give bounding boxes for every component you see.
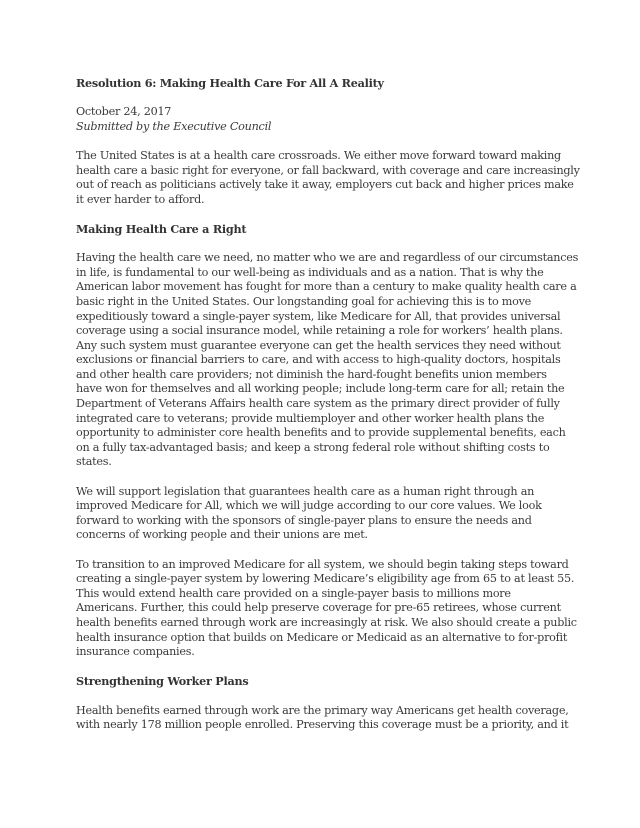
- text-line: states.: [76, 455, 112, 469]
- text-line: with nearly 178 million people enrolled. Preserving this coverage must be a priority, and it: [76, 718, 569, 732]
- text-line: Department of Veterans Affairs health care system as the primary direct provider of fully: [76, 397, 560, 411]
- text-line: The United States is at a health care crossroads. We either move forward toward making: [76, 148, 561, 162]
- document-date: October 24, 2017: [76, 105, 172, 119]
- text-line: health insurance option that builds on Medicare or Medicaid as an alternative to for-profit: [76, 630, 568, 644]
- paragraph: [76, 251, 579, 470]
- paragraph: [76, 558, 576, 660]
- text-line: and other health care providers; not diminish the hard-fought benefits union members: [76, 367, 547, 381]
- text-line: We will support legislation that guarantees health care as a human right through an: [76, 484, 535, 498]
- text-line: out of reach as politicians actively take it away, employers cut back and higher prices make: [76, 178, 574, 192]
- paragraph: [76, 704, 576, 733]
- text-line: in life, is fundamental to our well-being as individuals and as a nation. That is why the: [76, 265, 544, 279]
- text-line: coverage using a social insurance model, while retaining a role for workers’ health plans.: [76, 324, 563, 338]
- document-title: Resolution 6: Making Health Care For All A Reality: [76, 76, 384, 90]
- section-heading: Making Health Care a Right: [76, 221, 247, 236]
- text-line: health care a basic right for everyone, or fall backward, with coverage and care increasingly: [76, 163, 580, 177]
- text-line: This would extend health care provided on a single-payer basis to millions more: [76, 586, 511, 600]
- text-line: To transition to an improved Medicare for all system, we should begin taking steps toward: [76, 557, 569, 571]
- text-line: basic right in the United States. Our longstanding goal for achieving this is to move: [76, 294, 532, 308]
- text-line: improved Medicare for All, which we will judge according to our core values. We look: [76, 499, 542, 513]
- document-page: [76, 76, 580, 733]
- section-heading: Strengthening Worker Plans: [76, 674, 249, 689]
- text-line: Health benefits earned through work are the primary way Americans get health coverage,: [76, 703, 569, 717]
- text-line: forward to working with the sponsors of single-payer plans to ensure the needs and: [76, 513, 532, 527]
- submitted-by: Submitted by the Executive Council: [76, 119, 272, 133]
- text-line: creating a single-payer system by lowering Medicare’s eligibility age from 65 to at least 55.: [76, 572, 575, 586]
- intro-paragraph: [76, 148, 580, 207]
- text-line: opportunity to administer core health benefits and to provide supplemental benefits, each: [76, 426, 566, 440]
- text-line: health benefits earned through work are increasingly at risk. We also should create a public: [76, 615, 577, 629]
- text-line: have won for themselves and all working people; include long-term care for all; retain the: [76, 382, 565, 396]
- text-line: on a fully tax-advantaged basis; and keep a strong federal role without shifting costs to: [76, 440, 550, 454]
- text-line: Any such system must guarantee everyone can get the health services they need without: [76, 338, 561, 352]
- text-line: concerns of working people and their unions are met.: [76, 528, 368, 542]
- paragraph: [76, 485, 576, 543]
- text-line: it ever harder to afford.: [76, 192, 205, 206]
- text-line: Having the health care we need, no matter who we are and regardless of our circumstances: [76, 251, 579, 265]
- text-line: exclusions or financial barriers to care, and with access to high-quality doctors, hospitals: [76, 353, 561, 367]
- text-line: integrated care to veterans; provide multiemployer and other worker health plans the: [76, 411, 545, 425]
- text-line: American labor movement has fought for more than a century to make quality health care a: [76, 280, 577, 294]
- text-line: expeditiously toward a single-payer system, like Medicare for All, that provides universal: [76, 309, 561, 323]
- text-line: insurance companies.: [76, 645, 195, 659]
- text-line: Americans. Further, this could help preserve coverage for pre-65 retirees, whose current: [76, 601, 561, 615]
